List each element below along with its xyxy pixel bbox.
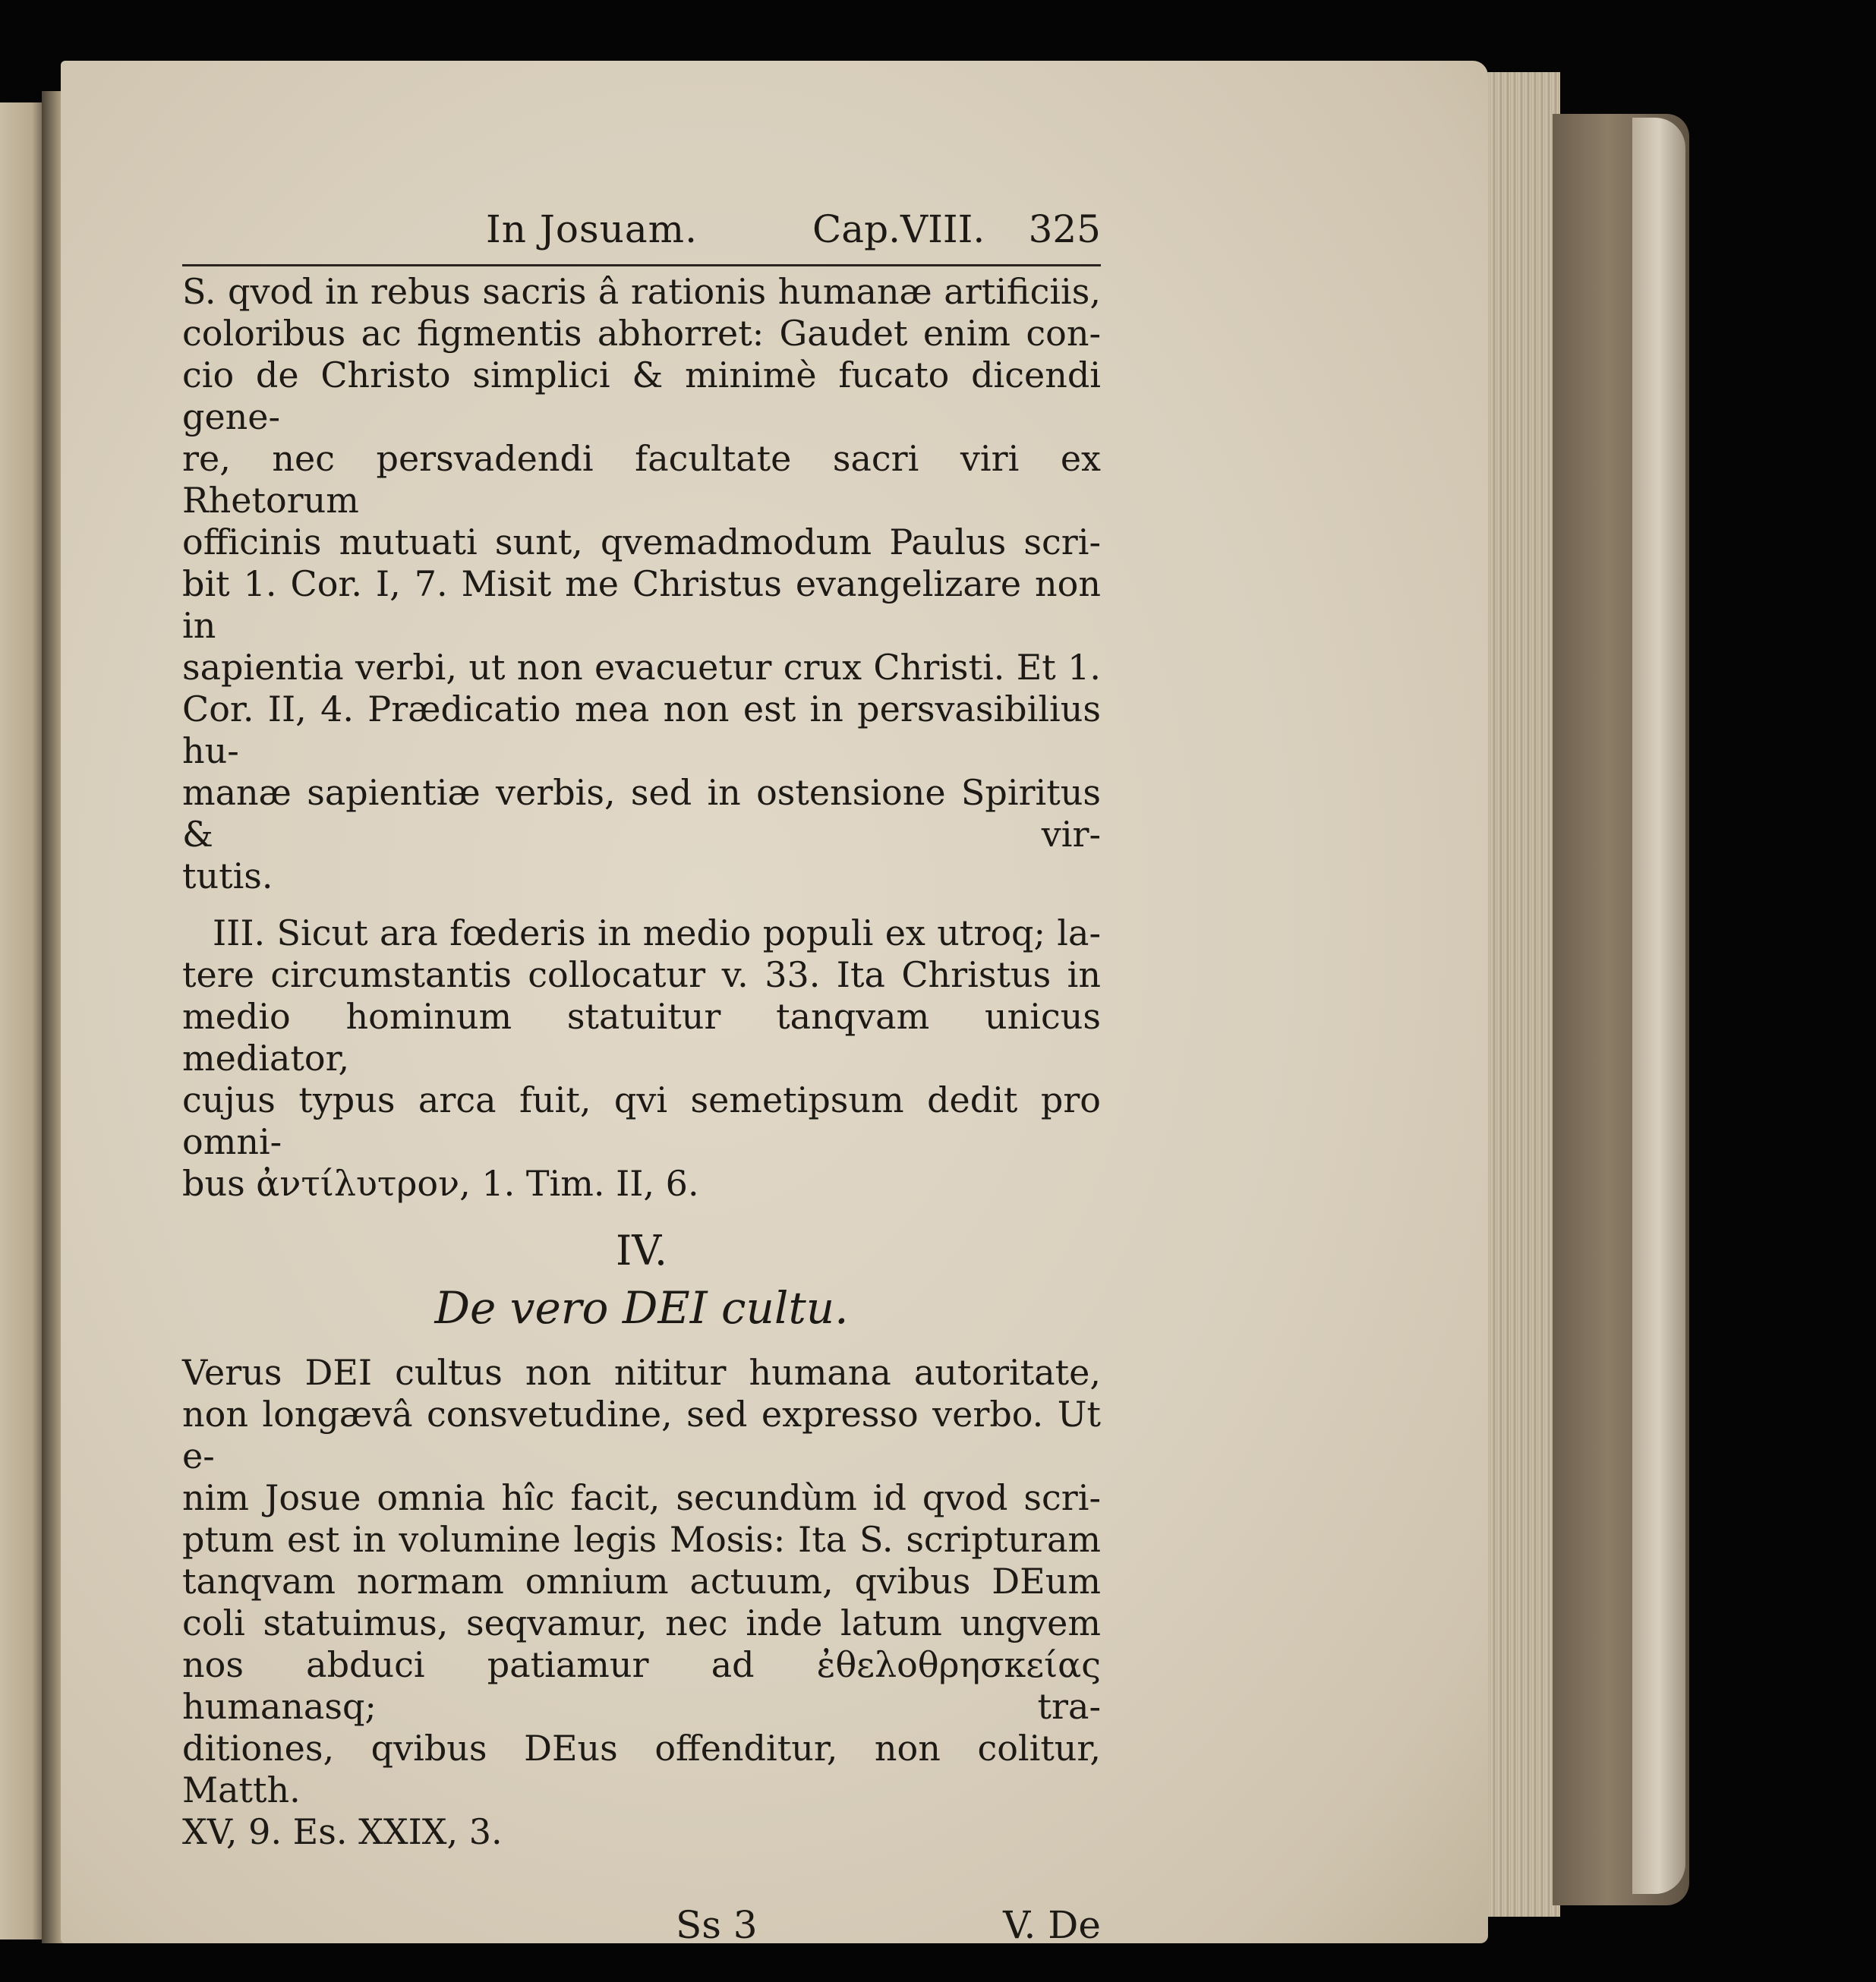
signature-mark: Ss 3 [676,1903,758,1947]
text-line: XV, 9. Es. XXIX, 3. [182,1811,503,1852]
text-line: nos abduci patiamur ad ἐθελοθρησκείας humanasq; tra- [182,1644,1101,1727]
section-title: De vero DEI cultu. [434,1282,849,1334]
catchword: V. De [1003,1903,1101,1947]
head-rule [182,264,1101,266]
text-line: cujus typus arca fuit, qvi semetipsum dedit pro omni- [182,1079,1101,1162]
text-line: bit 1. Cor. I, 7. Misit me Christus evangelizare non in [182,563,1101,646]
text-line: III. Sicut ara fœderis in medio populi ex utroq; la- [213,912,1101,953]
left-facing-page-edge [0,102,46,1939]
text-line: cio de Christo simplici & minimè fucato dicendi gene- [182,354,1101,437]
text-line: Verus DEI cultus non nititur humana autoritate, [182,1352,1101,1393]
paragraph-1 [182,271,1101,897]
text-line: coli statuimus, seqvamur, nec inde latum ungvem [182,1602,1101,1643]
text-line: manæ sapientiæ verbis, sed in ostensione Spiritus & vir- [182,772,1101,855]
cover-board-edge [1632,118,1685,1894]
running-head [182,201,1101,258]
running-head-title: In Josuam. [486,207,698,251]
page-number: 325 [1028,207,1101,251]
text-block [182,201,1101,1952]
section-number: IV. [615,1227,668,1275]
text-line: ptum est in volumine legis Mosis: Ita S. scripturam [182,1519,1101,1560]
paragraph-2 [182,912,1101,1205]
text-line: officinis mutuati sunt, qvemadmodum Paulus scri- [182,521,1101,562]
text-line: Cor. II, 4. Prædicatio mea non est in persvasibilius hu- [182,689,1101,771]
text-line: medio hominum statuitur tanqvam unicus mediator, [182,996,1101,1079]
paragraph-3 [182,1352,1101,1853]
text-line: bus ἀντίλυτρον, 1. Tim. II, 6. [182,1163,699,1204]
running-head-chapter: Cap.VIII. [812,207,985,251]
text-line: S. qvod in rebus sacris â rationis humanæ artificiis, [182,271,1101,312]
text-line: nim Josue omnia hîc facit, secundùm id qvod scri- [182,1477,1101,1518]
page-footer [182,1898,1101,1952]
text-line: non longævâ consvetudine, sed expresso verbo. Ut e- [182,1394,1101,1476]
text-line: tutis. [182,856,273,896]
text-line: ditiones, qvibus DEus offenditur, non colitur, Matth. [182,1728,1101,1810]
text-line: tanqvam normam omnium actuum, qvibus DEum [182,1561,1101,1602]
text-line: coloribus ac figmentis abhorret: Gaudet enim con- [182,313,1101,354]
text-line: re, nec persvadendi facultate sacri viri ex Rhetorum [182,438,1101,521]
text-line: tere circumstantis collocatur v. 33. Ita Christus in [182,954,1101,995]
text-line: sapientia verbi, ut non evacuetur crux Christi. Et 1. [182,647,1101,688]
